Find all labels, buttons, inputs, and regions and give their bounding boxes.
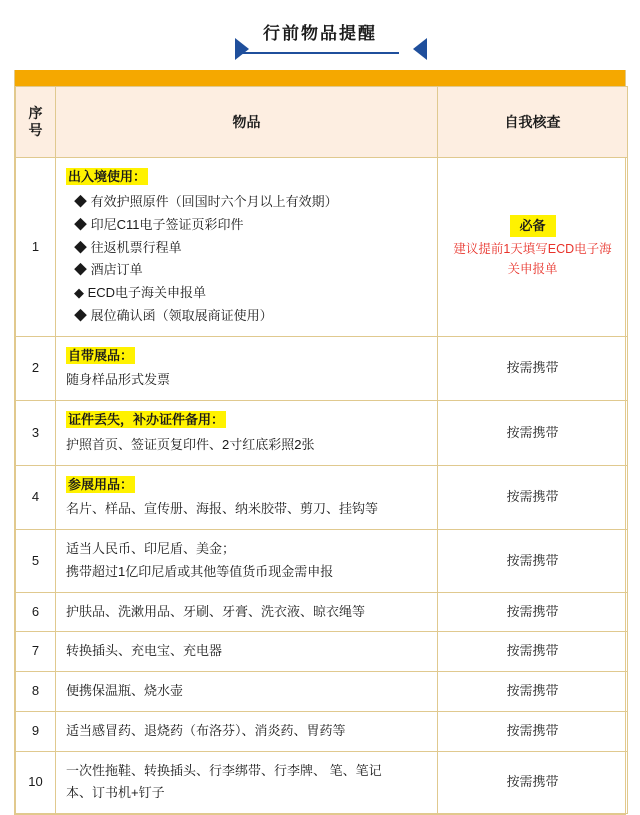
item-line: 护肤品、洗漱用品、牙刷、牙膏、洗衣液、晾衣绳等	[66, 603, 366, 619]
item-line: 适当感冒药、退烧药（布洛芬）、消炎药、胃药等	[66, 722, 346, 738]
table-top-accent-bar	[15, 70, 625, 86]
row-item	[56, 632, 438, 672]
item-line: 一次性拖鞋、转换插头、行李绑带、行李牌、 笔、笔记	[66, 762, 382, 778]
row-check: 按需携带	[438, 592, 628, 632]
row-check: 按需携带	[438, 632, 628, 672]
row-item	[56, 158, 438, 336]
row-number: 2	[16, 336, 56, 401]
row-number: 4	[16, 465, 56, 530]
item-line: 适当人民币、印尼盾、美金；	[66, 541, 236, 557]
item-title	[66, 166, 427, 191]
item-line: ◆ 酒店订单	[74, 262, 143, 278]
checklist-table	[15, 86, 628, 814]
item-title-highlight: 出入境使用：	[68, 169, 147, 185]
row-number: 7	[16, 632, 56, 672]
table-row	[16, 465, 628, 530]
item-line: ◆ 印尼C11电子签证页彩印件	[74, 216, 244, 232]
item-line: 名片、样品、宣传册、海报、纳米胶带、剪刀、挂钩等	[66, 501, 379, 517]
row-check: 按需携带	[438, 530, 628, 593]
item-line: ◆ 往返机票行程单	[74, 239, 182, 255]
row-check: 按需携带	[438, 672, 628, 712]
item-line: ◆ 有效护照原件（回国时六个月以上有效期）	[74, 194, 338, 210]
row-check: 按需携带	[438, 336, 628, 401]
item-title	[66, 474, 427, 499]
item-title	[66, 345, 427, 370]
item-line: 便携保温瓶、烧水壶	[66, 683, 184, 699]
row-item	[56, 336, 438, 401]
item-line: ◆ ECD电子海关申报单	[74, 285, 207, 301]
table-header-row	[16, 87, 628, 158]
table-row	[16, 632, 628, 672]
row-number: 1	[16, 158, 56, 336]
row-item	[56, 751, 438, 814]
table-row	[16, 711, 628, 751]
row-check: 按需携带	[438, 401, 628, 466]
table-row	[16, 530, 628, 593]
item-line: ◆ 展位确认函（领取展商证使用）	[74, 307, 273, 323]
page-title: 行前物品提醒	[241, 18, 399, 54]
item-title	[66, 409, 427, 434]
table-row	[16, 401, 628, 466]
row-item	[56, 672, 438, 712]
item-line: 本、订书机+钉子	[66, 785, 165, 801]
row-number: 8	[16, 672, 56, 712]
table-row	[16, 592, 628, 632]
row-number: 5	[16, 530, 56, 593]
column-header-item: 物品	[56, 87, 438, 158]
row-number: 3	[16, 401, 56, 466]
table-row	[16, 672, 628, 712]
item-line: 转换插头、充电宝、充电器	[66, 643, 223, 659]
status-badge: 必备	[510, 215, 556, 238]
row-item	[56, 401, 438, 466]
item-line: 携带超过1亿印尼盾或其他等值货币现金需申报	[66, 563, 334, 579]
table-body	[16, 158, 628, 814]
item-title-highlight: 自带展品：	[68, 347, 134, 363]
row-number: 6	[16, 592, 56, 632]
table-row	[16, 158, 628, 336]
item-line: 护照首页、签证页复印件、2寸红底彩照2张	[66, 436, 315, 452]
row-item	[56, 711, 438, 751]
row-item	[56, 465, 438, 530]
checklist-table-wrapper	[14, 70, 626, 815]
column-header-check: 自我核查	[438, 87, 628, 158]
row-item	[56, 530, 438, 593]
item-title-highlight: 证件丢失，补办证件备用：	[68, 412, 225, 428]
row-number: 9	[16, 711, 56, 751]
row-check: 按需携带	[438, 711, 628, 751]
row-number: 10	[16, 751, 56, 814]
column-header-no-line2: 号	[28, 122, 43, 139]
row-check	[438, 158, 628, 336]
row-check: 按需携带	[438, 751, 628, 814]
row-check: 按需携带	[438, 465, 628, 530]
item-line: 随身样品形式发票	[66, 372, 171, 388]
table-row	[16, 336, 628, 401]
column-header-no-line1: 序	[28, 104, 43, 121]
check-note: 建议提前1天填写ECD电子海关申报单	[453, 242, 612, 277]
row-item	[56, 592, 438, 632]
table-row	[16, 751, 628, 814]
table-header	[16, 87, 628, 158]
column-header-no	[16, 87, 56, 158]
page-banner	[14, 0, 626, 70]
item-title-highlight: 参展用品：	[68, 476, 134, 492]
